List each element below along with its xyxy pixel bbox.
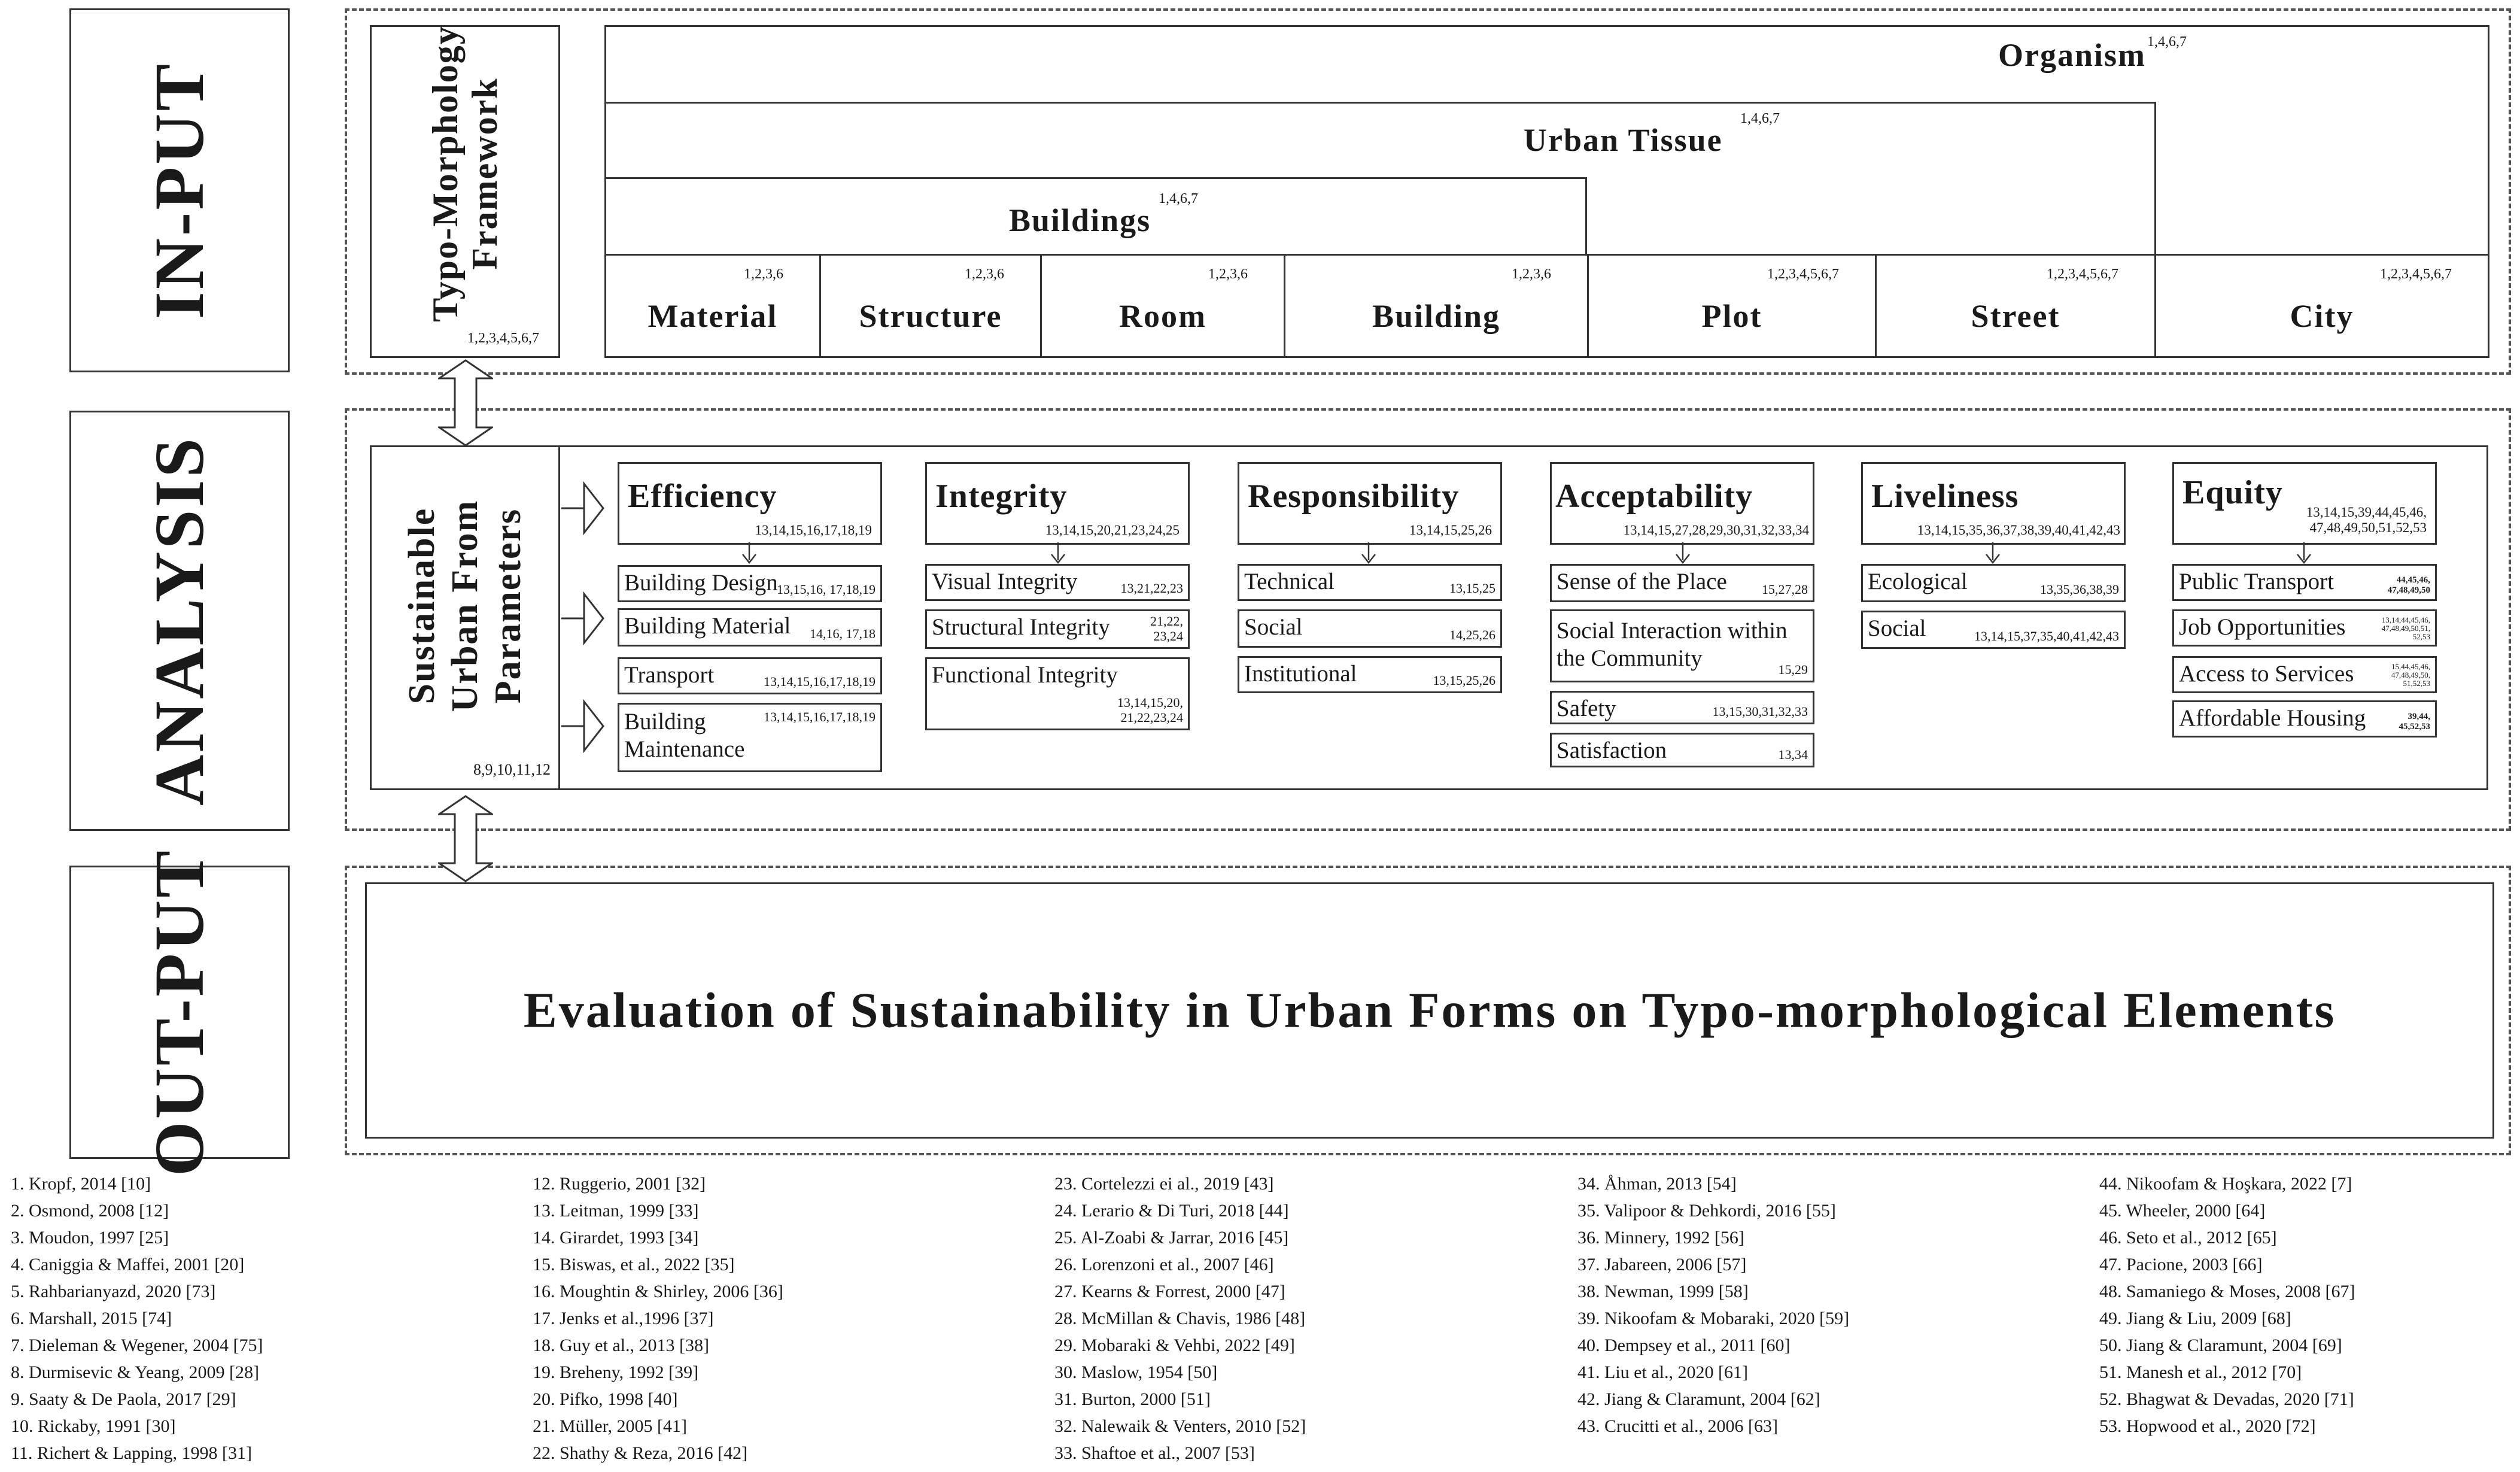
sub-satisfaction [1550,733,1814,767]
buildings-ref: 1,4,6,7 [1159,191,1198,207]
sub-label: Sense of the Place [1557,569,1727,594]
reference-item: 53. Hopwood et al., 2020 [72] [2099,1416,2316,1436]
down-arrow-icon [1357,541,1380,565]
reference-item: 1. Kropf, 2014 [10] [11,1174,151,1194]
sub-ref: 39,44, 45,52,53 [2399,712,2430,732]
buildings-title: Buildings [1009,202,1151,238]
reference-column-4 [1577,1170,1849,1440]
sub-ecological [1861,564,2126,602]
down-arrow-icon [1671,541,1694,565]
reference-column-5 [2099,1170,2355,1440]
sub-label: Transport [624,662,715,688]
sub-label: Safety [1557,696,1616,721]
reference-item: 38. Newman, 1999 [58] [1577,1282,1749,1301]
typo-line1: Typo-Morphology [425,25,465,322]
param-responsibility [1238,462,1502,545]
element-city [2154,254,2489,358]
reference-item: 49. Jiang & Liu, 2009 [68] [2099,1309,2291,1328]
sub-label: Ecological [1868,569,1968,594]
sub-ref: 14,16, 17,18 [810,626,876,641]
sub-ref: 15,29 [1778,662,1808,677]
reference-item: 22. Shathy & Reza, 2016 [42] [533,1443,748,1463]
down-arrow-icon [1981,541,2004,565]
sub-ref: 13,14,15,16,17,18,19 [764,674,876,689]
reference-item: 16. Moughtin & Shirley, 2006 [36] [533,1282,783,1301]
reference-item: 30. Maslow, 1954 [50] [1054,1362,1218,1382]
sub-building-material [618,608,882,647]
reference-item: 52. Bhagwat & Devadas, 2020 [71] [2099,1389,2354,1409]
stage-analysis-label: ANALYSIS [140,436,218,806]
sub-social-interaction [1550,609,1814,682]
reference-item: 20. Pifko, 1998 [40] [533,1389,678,1409]
sub-ref: 21,22, 23,24 [1150,614,1183,644]
sub-label: Technical [1244,569,1335,594]
reference-item: 32. Nalewaik & Venters, 2010 [52] [1054,1416,1306,1436]
param-equity [2172,462,2437,545]
element-ref: 1,2,3,6 [965,266,1004,282]
sub-label: Building Design [624,570,778,596]
stage-input-label: IN-PUT [140,61,218,320]
param-title: Efficiency [628,478,777,515]
reference-item: 24. Lerario & Di Turi, 2018 [44] [1054,1201,1289,1221]
sub-affordable-housing [2172,700,2437,737]
reference-item: 4. Caniggia & Maffei, 2001 [20] [11,1255,245,1274]
reference-item: 50. Jiang & Claramunt, 2004 [69] [2099,1336,2342,1355]
sub-label: Social [1868,615,1926,641]
reference-item: 15. Biswas, et al., 2022 [35] [533,1255,735,1274]
sub-functional-integrity [925,657,1190,730]
sub-label: Structural Integrity [932,614,1110,640]
param-integrity [925,462,1190,545]
reference-item: 42. Jiang & Claramunt, 2004 [62] [1577,1389,1820,1409]
param-title: Equity [2182,474,2283,511]
param-title: Acceptability [1555,478,1753,515]
typo-morphology-title [425,25,504,322]
reference-item: 12. Ruggerio, 2001 [32] [533,1174,706,1194]
reference-item: 21. Müller, 2005 [41] [533,1416,687,1436]
reference-item: 8. Durmisevic & Yeang, 2009 [28] [11,1362,259,1382]
sub-social-liveliness [1861,611,2126,649]
reference-item: 25. Al-Zoabi & Jarrar, 2016 [45] [1054,1228,1289,1248]
param-title: Liveliness [1871,478,2019,515]
reference-item: 37. Jabareen, 2006 [57] [1577,1255,1747,1274]
reference-item: 40. Dempsey et al., 2011 [60] [1577,1336,1791,1355]
sufp-line1: Sustainable [402,507,442,705]
sub-ref: 15,27,28 [1762,582,1808,597]
sub-ref: 13,21,22,23 [1120,581,1183,596]
sufp-line2: Urban From [445,499,485,712]
output-title: Evaluation of Sustainability in Urban Forms on Typo-morphological Elements [523,982,2336,1039]
down-arrow-icon [1047,541,1069,565]
reference-item: 33. Shaftoe et al., 2007 [53] [1054,1443,1255,1463]
sub-label: Building Maintenance [624,709,745,762]
element-label: Street [1971,298,2060,334]
param-title: Integrity [935,478,1068,515]
param-ref: 13,14,15,39,44,45,46, 47,48,49,50,51,52,53 [2306,505,2427,535]
sub-label: Social [1244,614,1303,640]
element-ref: 1,2,3,4,5,6,7 [1767,266,1839,282]
sub-ref: 13,14,44,45,46, 47,48,49,50,51, 52,53 [2381,615,2430,641]
sub-social-responsibility [1238,609,1502,648]
reference-item: 18. Guy et al., 2013 [38] [533,1336,709,1355]
element-material [604,254,821,358]
urban-tissue-ref: 1,4,6,7 [1740,111,1780,126]
reference-item: 19. Breheny, 1992 [39] [533,1362,699,1382]
sub-label: Social Interaction within the Community [1557,618,1788,671]
element-label: Material [648,298,778,334]
sub-ref: 15,44,45,46, 47,48,49,50, 51,52,53 [2391,662,2430,688]
reference-item: 31. Burton, 2000 [51] [1054,1389,1211,1409]
sub-sense-of-place [1550,564,1814,602]
sub-label: Affordable Housing [2179,705,2366,731]
sub-label: Job Opportunities [2179,614,2346,640]
element-label: Building [1372,298,1501,334]
reference-item: 44. Nikoofam & Hoşkara, 2022 [7] [2099,1174,2352,1194]
sub-building-design [618,565,882,602]
param-ref: 13,14,15,20,21,23,24,25 [1045,523,1180,538]
param-ref: 13,14,15,27,28,29,30,31,32,33,34 [1623,523,1809,538]
reference-item: 2. Osmond, 2008 [12] [11,1201,169,1221]
sub-label: Building Material [624,613,791,639]
sub-ref: 44,45,46, 47,48,49,50 [2387,575,2430,595]
element-label: Room [1119,298,1206,334]
sub-ref: 13,15,30,31,32,33 [1712,704,1808,719]
param-ref: 13,14,15,25,26 [1409,523,1492,538]
reference-item: 9. Saaty & De Paola, 2017 [29] [11,1389,236,1409]
element-structure [819,254,1042,358]
stage-output-box [69,848,290,1177]
reference-item: 39. Nikoofam & Mobaraki, 2020 [59] [1577,1309,1850,1328]
reference-item: 7. Dieleman & Wegener, 2004 [75] [11,1336,263,1355]
element-street [1875,254,2156,358]
reference-item: 34. Åhman, 2013 [54] [1577,1174,1737,1194]
arrow-right-icon [560,699,606,753]
sub-job-opportunities [2172,609,2437,647]
sub-public-transport [2172,564,2437,601]
sub-ref: 14,25,26 [1449,627,1495,642]
reference-column-2 [533,1170,783,1467]
reference-item: 14. Girardet, 1993 [34] [533,1228,699,1248]
down-arrow-icon [738,541,761,565]
typo-line2: Framework [465,77,504,270]
sub-transport [618,657,882,694]
element-ref: 1,2,3,6 [1208,266,1248,282]
output-box [365,882,2494,1139]
reference-item: 36. Minnery, 1992 [56] [1577,1228,1744,1248]
sub-ref: 13,34 [1778,747,1808,762]
reference-column-1 [11,1170,263,1467]
reference-item: 45. Wheeler, 2000 [64] [2099,1201,2266,1221]
sufp-title [400,500,530,712]
param-acceptability [1550,462,1814,545]
reference-item: 17. Jenks et al.,1996 [37] [533,1309,714,1328]
sub-institutional [1238,656,1502,693]
param-ref: 13,14,15,16,17,18,19 [755,523,872,538]
sub-label: Institutional [1244,661,1357,687]
element-building [1284,254,1589,358]
element-ref: 1,2,3,6 [1512,266,1551,282]
sufp-ref: 8,9,10,11,12 [473,761,551,778]
double-arrow-analysis-output-icon [438,794,493,884]
element-label: Structure [859,298,1002,334]
sub-visual-integrity [925,564,1190,601]
sub-label: Public Transport [2179,569,2334,594]
sub-safety [1550,691,1814,724]
sub-label: Satisfaction [1557,737,1667,763]
sub-label: Visual Integrity [932,569,1078,594]
reference-item: 41. Liu et al., 2020 [61] [1577,1362,1748,1382]
sub-building-maintenance [618,703,882,772]
arrow-right-icon [560,481,606,535]
reference-item: 13. Leitman, 1999 [33] [533,1201,699,1221]
sub-access-to-services [2172,656,2437,693]
stage-input-box [69,8,290,372]
organism-ref: 1,4,6,7 [2147,34,2187,50]
reference-item: 28. McMillan & Chavis, 1986 [48] [1054,1309,1306,1328]
typo-morphology-framework [370,25,560,358]
down-arrow-icon [2293,541,2315,565]
reference-item: 35. Valipoor & Dehkordi, 2016 [55] [1577,1201,1836,1221]
typo-ref: 1,2,3,4,5,6,7 [467,330,539,346]
reference-item: 26. Lorenzoni et al., 2007 [46] [1054,1255,1274,1274]
element-ref: 1,2,3,4,5,6,7 [2047,266,2118,282]
element-room [1040,254,1285,358]
reference-item: 27. Kearns & Forrest, 2000 [47] [1054,1282,1285,1301]
urban-tissue-title: Urban Tissue [1524,122,1723,158]
sub-label: Access to Services [2179,661,2354,687]
element-ref: 1,2,3,6 [744,266,783,282]
element-label: City [2290,298,2354,334]
arrow-right-icon [560,591,606,645]
reference-item: 11. Richert & Lapping, 1998 [31] [11,1443,252,1463]
reference-item: 43. Crucitti et al., 2006 [63] [1577,1416,1778,1436]
param-ref: 13,14,15,35,36,37,38,39,40,41,42,43 [1917,523,2120,538]
stage-output-label: OUT-PUT [140,848,218,1177]
sub-structural-integrity [925,609,1190,649]
reference-item: 48. Samaniego & Moses, 2008 [67] [2099,1282,2355,1301]
reference-item: 3. Moudon, 1997 [25] [11,1228,169,1248]
element-ref: 1,2,3,4,5,6,7 [2380,266,2452,282]
param-efficiency [618,462,882,545]
param-title: Responsibility [1248,478,1460,515]
double-arrow-input-analysis-icon [438,358,493,448]
sub-ref: 13,14,15,16,17,18,19 [764,709,876,724]
reference-item: 46. Seto et al., 2012 [65] [2099,1228,2277,1248]
reference-item: 6. Marshall, 2015 [74] [11,1309,172,1328]
element-plot [1587,254,1877,358]
reference-item: 47. Pacione, 2003 [66] [2099,1255,2263,1274]
sub-ref: 13,15,25 [1449,581,1495,596]
organism-title: Organism [1998,37,2147,73]
reference-column-3 [1054,1170,1306,1467]
reference-item: 51. Manesh et al., 2012 [70] [2099,1362,2302,1382]
reference-item: 5. Rahbarianyazd, 2020 [73] [11,1282,216,1301]
sufp-line3: Parameters [488,508,528,704]
sub-ref: 13,14,15,37,35,40,41,42,43 [1974,629,2119,644]
reference-item: 23. Cortelezzi ei al., 2019 [43] [1054,1174,1274,1194]
param-liveliness [1861,462,2126,545]
sub-ref: 13,15,16, 17,18,19 [777,582,876,597]
stage-analysis-box [69,411,290,831]
sub-ref: 13,14,15,20, 21,22,23,24 [1117,695,1183,725]
sub-ref: 13,15,25,26 [1433,673,1495,688]
sustainable-urban-form-parameters [370,445,560,790]
element-label: Plot [1701,298,1762,334]
reference-item: 10. Rickaby, 1991 [30] [11,1416,176,1436]
reference-item: 29. Mobaraki & Vehbi, 2022 [49] [1054,1336,1295,1355]
sub-ref: 13,35,36,38,39 [2040,582,2119,597]
sub-technical [1238,564,1502,601]
sub-label: Functional Integrity [932,662,1118,688]
